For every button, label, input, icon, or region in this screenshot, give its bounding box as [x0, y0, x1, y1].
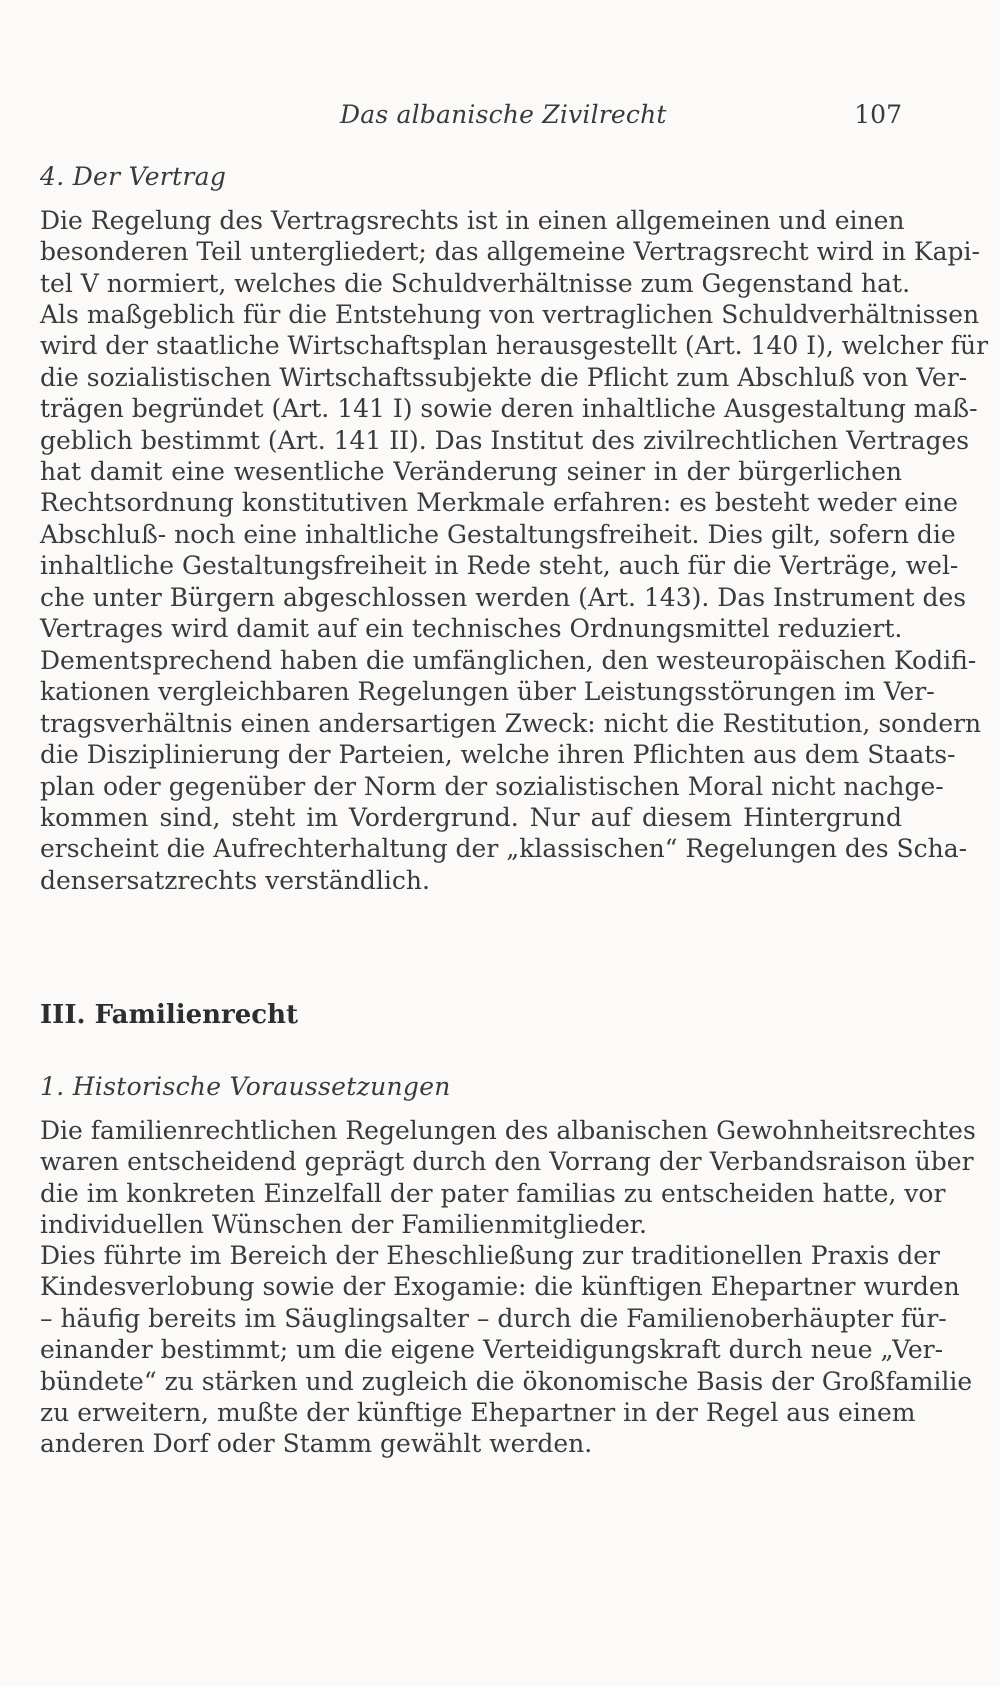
text-line: Vertrages wird damit auf ein technisches Ordnungsmittel reduziert. — [40, 613, 903, 643]
paragraph-gewohnheitsrecht — [40, 1115, 976, 1241]
text-line: – häufig bereits im Säuglingsalter – durch die Familienoberhäupter für- — [40, 1303, 947, 1333]
text-line: Rechtsordnung konstitutiven Merkmale erfahren: es besteht weder eine — [40, 488, 958, 518]
text-line: trägen begründet (Art. 141 I) sowie deren inhaltliche Ausgestaltung maß- — [40, 394, 978, 424]
text-line: anderen Dorf oder Stamm gewählt werden. — [40, 1429, 593, 1459]
page-number: 107 — [854, 100, 902, 129]
text-line: wird der staatliche Wirtschaftsplan herausgestellt (Art. 140 I), welcher für — [40, 331, 989, 361]
text-line: Dies führte im Bereich der Eheschließung zur traditionellen Praxis der — [40, 1241, 941, 1270]
text-line: waren entscheidend geprägt durch den Vorrang der Verbandsraison über — [40, 1147, 974, 1177]
text-line: kommen sind, steht im Vordergrund. Nur auf diesem Hintergrund — [40, 802, 902, 832]
text-line: bündete“ zu stärken und zugleich die ökonomische Basis der Großfamilie — [40, 1366, 973, 1396]
text-line: tel V normiert, welches die Schuldverhältnisse zum Gegenstand hat. — [40, 268, 911, 298]
text-line: die Disziplinierung der Parteien, welche ihren Pflichten aus dem Staats- — [40, 740, 956, 770]
text-line: einander bestimmt; um die eigene Verteidigungskraft durch neue „Ver- — [40, 1335, 944, 1365]
text-line: Die Regelung des Vertragsrechts ist in einen allgemeinen und einen — [40, 206, 905, 235]
paragraph-leistungsstoerungen — [40, 645, 982, 896]
paragraph-eheschliessung — [40, 1240, 973, 1460]
subsection-heading-vertrag: 4. Der Vertrag — [40, 162, 227, 191]
text-line: densersatzrechts verständlich. — [40, 865, 430, 895]
text-line: erscheint die Aufrechterhaltung der „klassischen“ Regelungen des Scha- — [40, 834, 968, 864]
text-line: hat damit eine wesentliche Veränderung seiner in der bürgerlichen — [40, 456, 902, 486]
paragraph-vertragsrecht-intro — [40, 205, 980, 299]
running-title: Das albanische Zivilrecht — [340, 100, 667, 129]
text-line: Als maßgeblich für die Entstehung von vertraglichen Schuldverhältnissen — [40, 300, 980, 329]
text-line: Abschluß- noch eine inhaltliche Gestaltungsfreiheit. Dies gilt, sofern die — [40, 519, 956, 549]
text-line: Dementsprechend haben die umfänglichen, den westeuropäischen Kodifi- — [40, 646, 977, 675]
subsection-heading-historische-voraussetzungen: 1. Historische Voraussetzungen — [40, 1072, 451, 1101]
text-line: tragsverhältnis einen andersartigen Zweck: nicht die Restitution, sondern — [40, 708, 982, 738]
text-line: individuellen Wünschen der Familienmitglieder. — [40, 1210, 647, 1240]
text-line: die sozialistischen Wirtschaftssubjekte die Pflicht zum Abschluß von Ver- — [40, 362, 968, 392]
text-line: inhaltliche Gestaltungsfreiheit in Rede steht, auch für die Verträge, wel- — [40, 551, 959, 581]
text-line: Kindesverlobung sowie der Exogamie: die künftigen Ehepartner wurden — [40, 1272, 960, 1302]
paragraph-wirtschaftsplan — [40, 299, 989, 644]
running-head — [40, 100, 902, 134]
text-line: geblich bestimmt (Art. 141 II). Das Institut des zivilrechtlichen Vertrages — [40, 425, 970, 455]
text-line: plan oder gegenüber der Norm der sozialistischen Moral nicht nachge- — [40, 771, 944, 801]
text-line: Die familienrechtlichen Regelungen des albanischen Gewohnheitsrechtes — [40, 1116, 976, 1145]
text-line: che unter Bürgern abgeschlossen werden (Art. 143). Das Instrument des — [40, 582, 967, 612]
text-line: zu erweitern, mußte der künftige Ehepartner in der Regel aus einem — [40, 1397, 916, 1427]
text-line: die im konkreten Einzelfall der pater familias zu entscheiden hatte, vor — [40, 1178, 946, 1208]
section-heading-familienrecht: III. Familienrecht — [40, 1000, 299, 1030]
text-line: besonderen Teil untergliedert; das allgemeine Vertragsrecht wird in Kapi- — [40, 237, 980, 267]
text-line: kationen vergleichbaren Regelungen über Leistungsstörungen im Ver- — [40, 677, 935, 707]
